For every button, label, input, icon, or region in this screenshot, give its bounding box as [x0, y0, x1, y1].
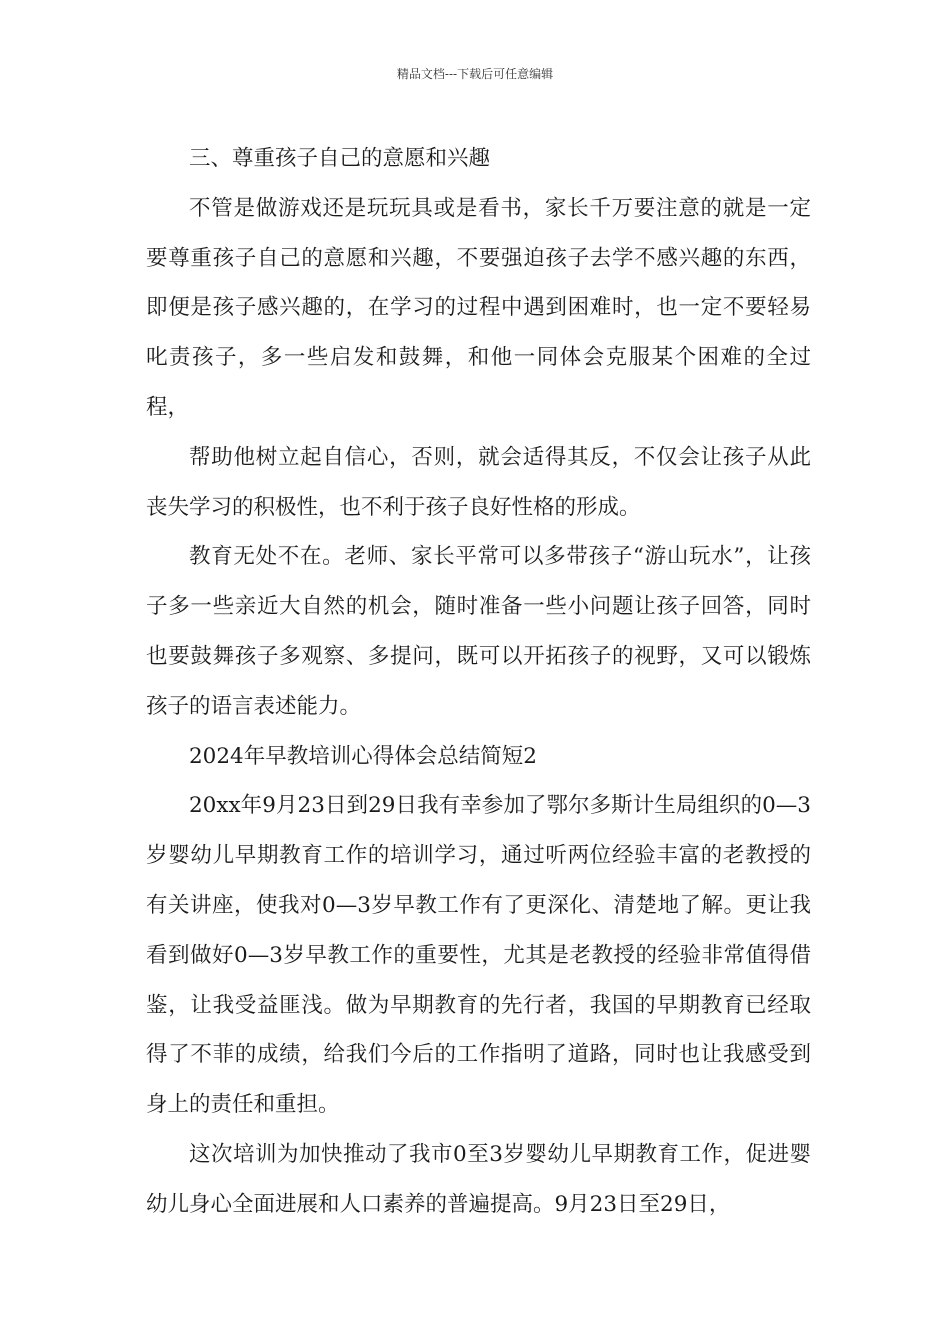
paragraph: 教育无处不在。老师、家长平常可以多带孩子“游山玩水”，让孩子多一些亲近大自然的机会，随时准备一些小问题让孩子回答，同时也要鼓舞孩子多观察、多提问，既可以开拓孩子的视野，又可以锻炼孩子的语言表述能力。 [146, 544, 811, 719]
paragraph: 帮助他树立起自信心，否则，就会适得其反，不仅会让孩子从此丧失学习的积极性，也不利于孩子良好性格的形成。 [146, 444, 811, 520]
page-header: 精品文档---下载后可任意编辑 [396, 67, 554, 81]
paragraph: 不管是做游戏还是玩玩具或是看书，家长千万要注意的就是一定要尊重孩子自己的意愿和兴趣，不要强迫孩子去学不感兴趣的东西，即便是孩子感兴趣的，在学习的过程中遇到困难时，也一定不要轻易叱责孩子，多一些启发和鼓舞，和他一同体会克服某个困难的全过程， [146, 195, 811, 420]
paragraph: 20xx年9月23日到29日我有幸参加了鄂尔多斯计生局组织的0—3岁婴幼儿早期教育工作的培训学习，通过听两位经验丰富的老教授的有关讲座，使我对0—3岁早教工作有了更深化、清楚地了解。更让我看到做好0—3岁早教工作的重要性，尤其是老教授的经验非常值得借鉴，让我受益匪浅。做为早期教育的先行者，我国的早期教育已经取得了不菲的成绩，给我们今后的工作指明了道路，同时也让我感受到身上的责任和重担。 [146, 793, 811, 1118]
document-body [146, 134, 811, 1230]
paragraph: 这次培训为加快推动了我市0至3岁婴幼儿早期教育工作，促进婴幼儿身心全面进展和人口素养的普遍提高。9月23日至29日， [146, 1141, 811, 1217]
section-heading: 三、尊重孩子自己的意愿和兴趣 [189, 146, 491, 171]
section-heading: 2024年早教培训心得体会总结简短2 [189, 743, 537, 769]
